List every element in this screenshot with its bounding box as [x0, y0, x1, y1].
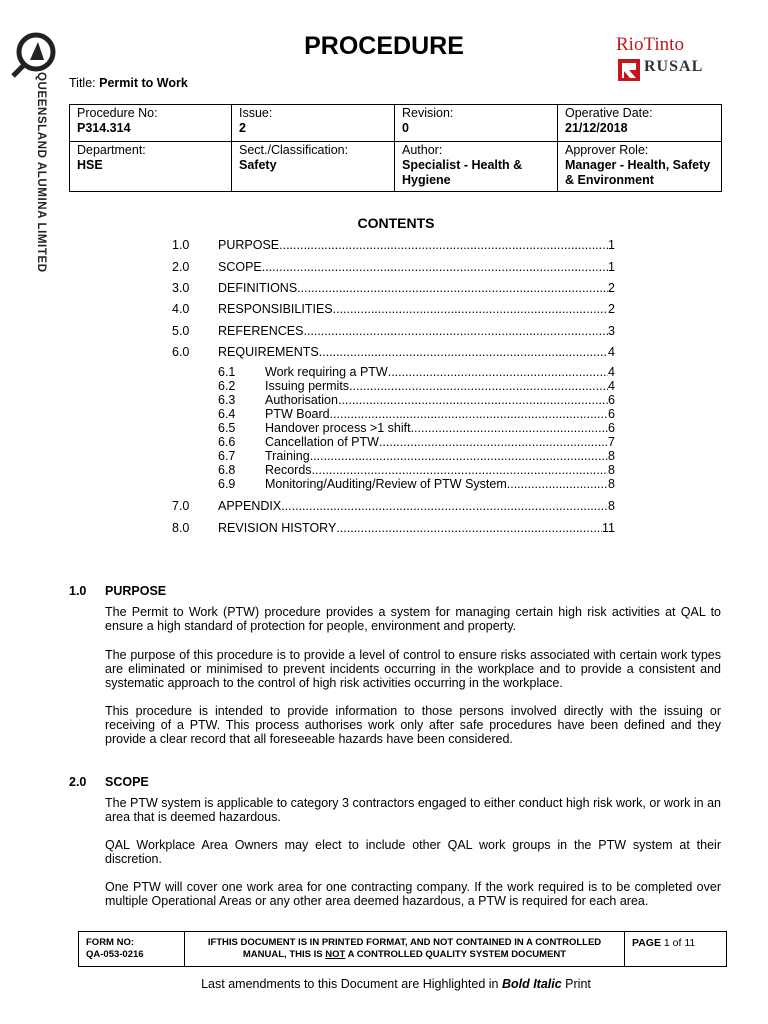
document-title — [69, 76, 188, 90]
toc-subentry[interactable]: 6.7 Training ..... 8 — [218, 450, 615, 463]
title-value: Permit to Work — [99, 76, 188, 90]
toc-entry[interactable]: 8.0 REVISION HISTORY ..... 11 — [172, 521, 615, 535]
toc-subentry[interactable]: 6.4 PTW Board ..... 6 — [218, 408, 615, 421]
paragraph: The Permit to Work (PTW) procedure provides a system for managing certain high risk activities at QAL to ensure a high standard of protection for people, environment and property. — [105, 605, 721, 633]
issue-cell: Issue: 2 — [232, 105, 395, 142]
toc-subentry[interactable]: 6.8 Records ..... 8 — [218, 464, 615, 477]
toc-subentry[interactable]: 6.6 Cancellation of PTW ..... 7 — [218, 436, 615, 449]
approver-role-cell: Approver Role: Manager - Health, Safety & Environment — [558, 142, 722, 192]
procedure-no-cell: Procedure No: P314.314 — [70, 105, 232, 142]
header-row — [70, 142, 722, 192]
revision-cell: Revision: 0 — [395, 105, 558, 142]
rusal-logo-icon — [617, 58, 641, 82]
side-company-name: QUEENSLAND ALUMINA LIMITED — [35, 72, 47, 273]
riotinto-logo: RioTinto — [616, 34, 684, 55]
paragraph: The PTW system is applicable to category 3 contractors engaged to either conduct high risk work, or work in an area that is deemed hazardous. — [105, 796, 721, 824]
page-number-cell: PAGE 1 of 11 — [625, 932, 727, 967]
department-cell: Department: HSE — [70, 142, 232, 192]
header-row — [70, 105, 722, 142]
toc-entry[interactable]: 7.0 APPENDIX ..... 8 — [172, 499, 615, 513]
toc-entry[interactable]: 2.0 SCOPE ..... 1 — [172, 260, 615, 274]
footer-table — [78, 931, 727, 967]
section-heading-purpose: 1.0 PURPOSE — [69, 584, 167, 598]
paragraph: This procedure is intended to provide information to those persons involved directly with the issuing or receiving of a PTW. This process authorises work only after safe procedures have been defined and they provide a clear record that all foreseeable hazards have been considered. — [105, 704, 721, 746]
contents-heading: CONTENTS — [357, 215, 435, 231]
paragraph: The purpose of this procedure is to provide a level of control to ensure risks associated with certain work types are eliminated or minimised to prevent incidents occurring in the workplace and to provide a consistent and systematic approach to the control of high risk activities occurring in the workplace. — [105, 648, 721, 690]
section-heading-scope: 2.0 SCOPE — [69, 775, 149, 789]
paragraph: QAL Workplace Area Owners may elect to include other QAL work groups in the PTW system at their discretion. — [105, 838, 721, 866]
toc-subentry[interactable]: 6.5 Handover process >1 shift ..... 6 — [218, 422, 615, 435]
document-heading: PROCEDURE — [304, 32, 464, 60]
document-header-table — [69, 104, 722, 192]
form-number-cell: FORM NO: QA-053-0216 — [79, 932, 185, 967]
operative-date-cell: Operative Date: 21/12/2018 — [558, 105, 722, 142]
footer-row — [79, 932, 727, 967]
toc-entry[interactable]: 6.0 REQUIREMENTS ..... 4 — [172, 345, 615, 359]
toc-subentry[interactable]: 6.2 Issuing permits ..... 4 — [218, 380, 615, 393]
toc-subentry[interactable]: 6.3 Authorisation ..... 6 — [218, 394, 615, 407]
paragraph: One PTW will cover one work area for one contracting company. If the work required is to be completed over multiple Operational Areas or any other area deemed hazardous, a PTW is required for each area. — [105, 880, 721, 908]
toc-entry[interactable]: 4.0 RESPONSIBILITIES ..... 2 — [172, 302, 615, 316]
toc-subentry[interactable]: 6.9 Monitoring/Auditing/Review of PTW System ..... 8 — [218, 478, 615, 491]
toc-entry[interactable]: 5.0 REFERENCES ..... 3 — [172, 324, 615, 338]
rusal-logo: RUSAL — [644, 58, 704, 75]
toc-entry[interactable]: 3.0 DEFINITIONS ..... 2 — [172, 281, 615, 295]
toc-entry[interactable]: 1.0 PURPOSE ..... 1 — [172, 238, 615, 252]
amendment-note: Last amendments to this Document are Highlighted in Bold Italic Print — [201, 977, 591, 991]
toc-subentry[interactable]: 6.1 Work requiring a PTW ..... 4 — [218, 366, 615, 379]
author-cell: Author: Specialist - Health & Hygiene — [395, 142, 558, 192]
classification-cell: Sect./Classification: Safety — [232, 142, 395, 192]
controlled-document-notice: IFTHIS DOCUMENT IS IN PRINTED FORMAT, AND NOT CONTAINED IN A CONTROLLED MANUAL, THIS IS NOT A CONTROLLED QUALITY SYSTEM DOCUMENT — [185, 932, 625, 967]
title-label: Title: — [69, 76, 100, 90]
